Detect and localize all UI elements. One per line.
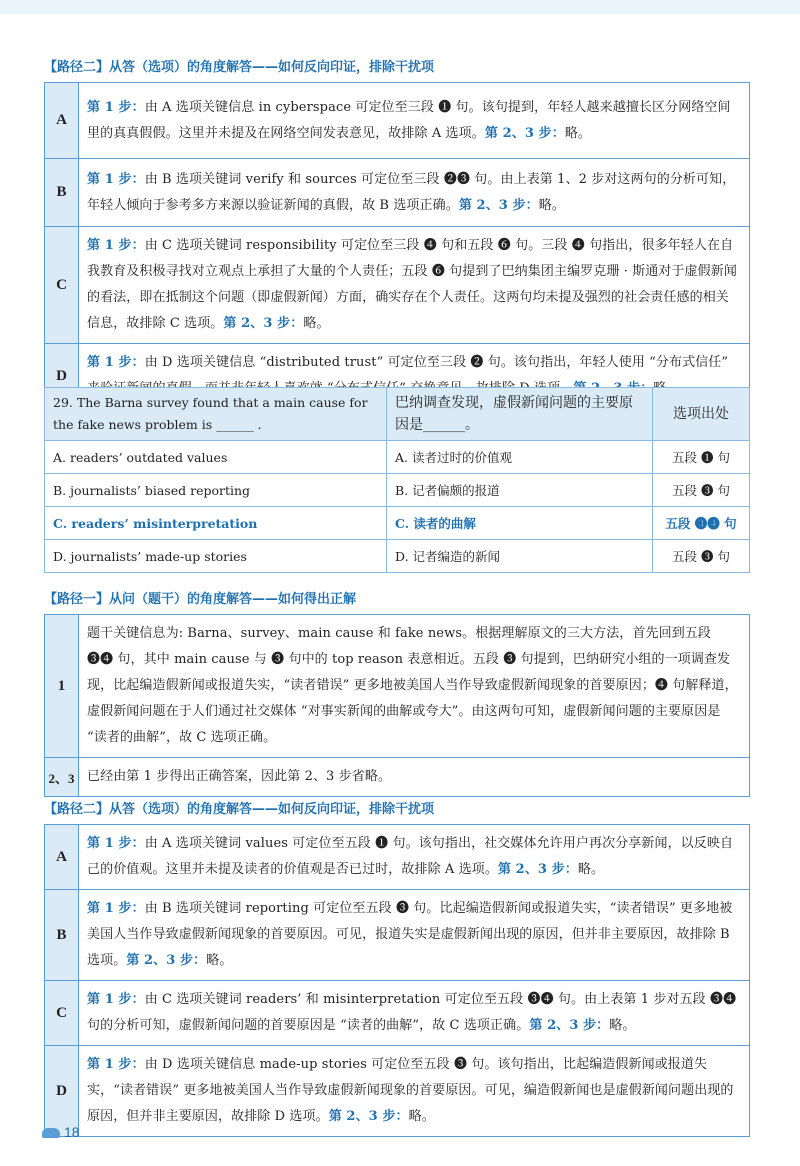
option-letter: B bbox=[45, 159, 79, 227]
table-row bbox=[45, 825, 750, 890]
option-source: 五段 ❸ 句 bbox=[653, 540, 750, 573]
table-row bbox=[45, 758, 750, 797]
option-cn: B. 记者偏颇的报道 bbox=[387, 474, 653, 507]
option-letter: D bbox=[45, 344, 79, 409]
source-header: 选项出处 bbox=[653, 388, 750, 441]
option-en: C. readers’ misinterpretation bbox=[45, 507, 387, 540]
top-band bbox=[0, 0, 800, 14]
option-explanation: 第 1 步：由 C 选项关键词 readers’ 和 misinterpretation 可定位至五段 ❸❹ 句。由上表第 1 步对五段 ❸❹ 句的分析可知，虚假新闻问题的首要原因是 “读者的曲解”，故 C 选项正确。第 2、3 步：略。 bbox=[79, 981, 750, 1046]
option-letter: A bbox=[45, 83, 79, 159]
table-row bbox=[45, 615, 750, 758]
table-row bbox=[45, 540, 750, 573]
table-row bbox=[45, 474, 750, 507]
option-explanation: 第 1 步：由 B 选项关键词 reporting 可定位至五段 ❸ 句。比起编造假新闻或报道失实，“读者错误” 更多地被美国人当作导致虚假新闻现象的首要原因。可见，报道失实是虚假新闻出现的原因，但并非主要原因，故排除 B 选项。第 2、3 步：略。 bbox=[79, 890, 750, 981]
step-number: 2、3 bbox=[45, 758, 79, 797]
option-explanation: 第 1 步：由 A 选项关键词 values 可定位至五段 ❶ 句。该句指出，社交媒体允许用户再次分享新闻，以反映自己的价值观。这里并未提及读者的价值观是否已过时，故排除 A 选项。第 2、3 步：略。 bbox=[79, 825, 750, 890]
step-number: 1 bbox=[45, 615, 79, 758]
question-stem-row bbox=[45, 388, 750, 441]
table-row bbox=[45, 159, 750, 227]
table-row bbox=[45, 1046, 750, 1137]
table-row bbox=[45, 83, 750, 159]
table-row bbox=[45, 981, 750, 1046]
option-letter: D bbox=[45, 1046, 79, 1137]
option-letter: C bbox=[45, 227, 79, 344]
option-source: 五段 ❶ 句 bbox=[653, 441, 750, 474]
step-explanation: 题干关键信息为: Barna、survey、main cause 和 fake news。根据理解原文的三大方法，首先回到五段 ❸❹ 句，其中 main cause 与 ❸ 句中的 top reason 表意相近。五段 ❸ 句提到，巴纳研究小组的一项调查发现，比起编造假新闻或报道失实，“读者错误” 更多地被美国人当作导致虚假新闻现象的首要原因；❹ 句解释道，虚假新闻问题在于人们通过社交媒体 “对事实新闻的曲解或夸大”。由这两句可知，虚假新闻问题的主要原因是 “读者的曲解”，故 C 选项正确。 bbox=[79, 615, 750, 758]
option-source: 五段 ❸ 句 bbox=[653, 474, 750, 507]
page-footer bbox=[42, 1124, 80, 1140]
option-en: A. readers’ outdated values bbox=[45, 441, 387, 474]
book-icon bbox=[42, 1128, 60, 1138]
option-explanation: 第 1 步：由 C 选项关键词 responsibility 可定位至三段 ❹ 句和五段 ❻ 句。三段 ❹ 句指出，很多年轻人在自我教育及积极寻找对立观点上承担了大量的个人责任；五段 ❻ 句提到了巴纳集团主编罗克珊 · 斯通对于虚假新闻的看法，即在抵制这个问题（即虚假新闻）方面，确实存在个人责任。这两句均未提及强烈的社会责任感的相关信息，故排除 C 选项。第 2、3 步：略。 bbox=[79, 227, 750, 344]
option-en: D. journalists’ made-up stories bbox=[45, 540, 387, 573]
option-analysis-table-q28 bbox=[44, 82, 750, 409]
question-stem-en: 29. The Barna survey found that a main cause for the fake news problem is ______ . bbox=[45, 388, 387, 441]
option-cn: A. 读者过时的价值观 bbox=[387, 441, 653, 474]
option-analysis-table-q29 bbox=[44, 824, 750, 1137]
option-explanation: 第 1 步：由 A 选项关键信息 in cyberspace 可定位至三段 ❶ 句。该句提到，年轻人越来越擅长区分网络空间里的真真假假。这里并未提及在网络空间发表意见，故排除 A 选项。第 2、3 步：略。 bbox=[79, 83, 750, 159]
question-stem-cn: 巴纳调查发现，虚假新闻问题的主要原因是______。 bbox=[387, 388, 653, 441]
table-row bbox=[45, 890, 750, 981]
section-heading-path2-q28: 【路径二】从答（选项）的角度解答——如何反向印证，排除干扰项 bbox=[44, 60, 435, 75]
table-row bbox=[45, 441, 750, 474]
question-29-table bbox=[44, 387, 750, 573]
page-number: 18 bbox=[64, 1124, 80, 1140]
option-explanation: 第 1 步：由 D 选项关键信息 “distributed trust” 可定位至三段 ❷ 句。该句指出，年轻人使用 “分布式信任” bbox=[79, 344, 750, 409]
option-en: B. journalists’ biased reporting bbox=[45, 474, 387, 507]
stem-analysis-table-q29 bbox=[44, 614, 750, 797]
option-letter: C bbox=[45, 981, 79, 1046]
option-letter: A bbox=[45, 825, 79, 890]
section-heading-path1-q29: 【路径一】从问（题干）的角度解答——如何得出正解 bbox=[44, 592, 357, 607]
option-letter: B bbox=[45, 890, 79, 981]
section-heading-path2-q29: 【路径二】从答（选项）的角度解答——如何反向印证，排除干扰项 bbox=[44, 802, 435, 817]
step-explanation: 已经由第 1 步得出正确答案，因此第 2、3 步省略。 bbox=[79, 758, 750, 797]
option-explanation: 第 1 步：由 D 选项关键信息 made-up stories 可定位至五段 ❸ 句。该句指出，比起编造假新闻或报道失实，“读者错误” 更多地被美国人当作导致虚假新闻现象的首要原因。可见，编造假新闻也是虚假新闻问题出现的原因，但并非主要原因，故排除 D 选项。第 2、3 步：略。 bbox=[79, 1046, 750, 1137]
option-cn: C. 读者的曲解 bbox=[387, 507, 653, 540]
option-source: 五段 ❸❹ 句 bbox=[653, 507, 750, 540]
option-explanation: 第 1 步：由 B 选项关键词 verify 和 sources 可定位至三段 ❷❸ 句。由上表第 1、2 步对这两句的分析可知，年轻人倾向于参考多方来源以验证新闻的真假，故 B 选项正确。第 2、3 步：略。 bbox=[79, 159, 750, 227]
table-row-correct-answer bbox=[45, 507, 750, 540]
option-cn: D. 记者编造的新闻 bbox=[387, 540, 653, 573]
table-row bbox=[45, 227, 750, 344]
